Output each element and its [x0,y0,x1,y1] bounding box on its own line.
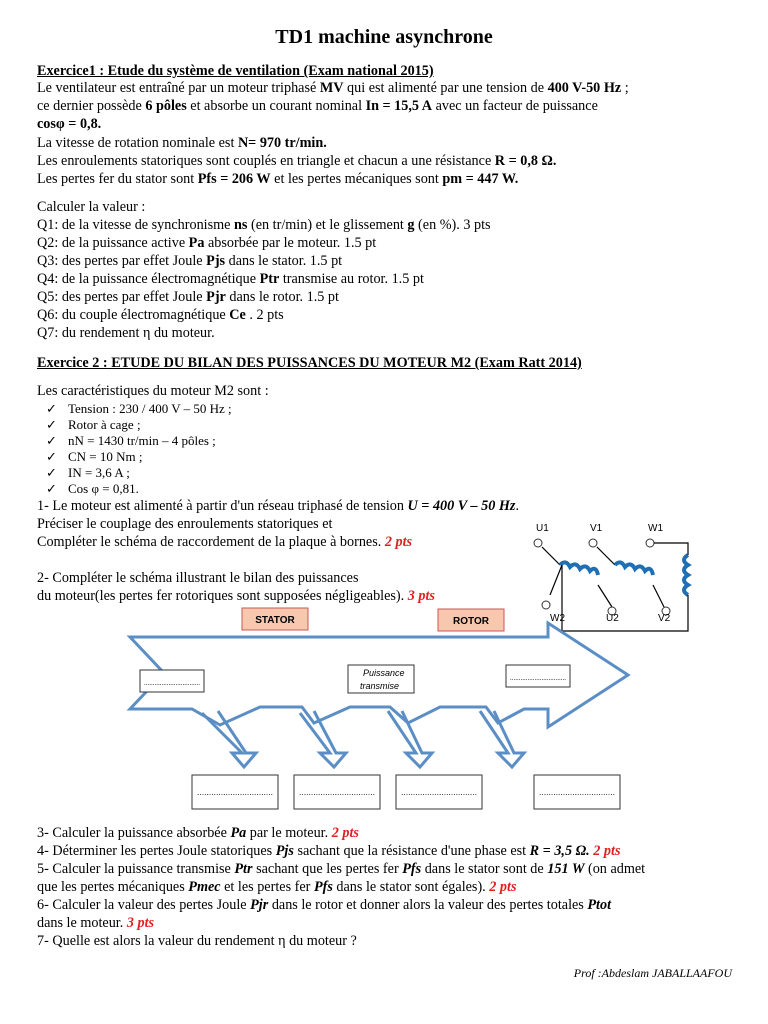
ex1-line6: Les pertes fer du stator sont Pfs = 206 W et les pertes mécaniques sont pm = 447 W. [37,171,519,187]
ex2-p5-line2: que les pertes mécaniques Pmec et les pertes fer Pfs dans le stator sont égales). 2 pts [37,879,517,895]
spec-item: ✓ Cos φ = 0,81. [46,481,139,496]
ex2-p2-line1: 2- Compléter le schéma illustrant le bilan des puissances [37,570,359,586]
ex2-p6-line1: 6- Calculer la valeur des pertes Joule Pjr dans le rotor et donner alors la valeur des pertes totales Ptot [37,897,612,913]
ex2-p2-line2: du moteur(les pertes fer rotoriques sont supposées négligeables). 3 pts [37,588,435,604]
ex1-line5: Les enroulements statoriques sont couplés en triangle et chacun a une résistance R = 0,8 Ω. [37,153,557,169]
ex1-intro: Calculer la valeur : [37,199,146,215]
spec-item: ✓ IN = 3,6 A ; [46,465,130,480]
terminal-label: U2 [606,613,619,624]
transmitted-power-label-2: transmise [360,681,400,691]
terminal-label: V2 [658,613,671,624]
ex1-line4: La vitesse de rotation nominale est N= 970 tr/min. [37,135,327,151]
question-q4: Q4: de la puissance électromagnétique Ptr transmise au rotor. 1.5 pt [37,271,424,287]
ex2-p4: 4- Déterminer les pertes Joule statoriques Pjs sachant que la résistance d'une phase est R = 3,5 Ω. 2 pts [37,843,621,859]
question-q5: Q5: des pertes par effet Joule Pjr dans le rotor. 1.5 pt [37,289,339,305]
question-q1: Q1: de la vitesse de synchronisme ns (en tr/min) et le glissement g (en %). 3 pts [37,217,491,233]
spec-item: ✓ nN = 1430 tr/min – 4 pôles ; [46,433,216,448]
question-q6: Q6: du couple électromagnétique Ce . 2 pts [37,307,284,323]
ex2-p1-line3: Compléter le schéma de raccordement de la plaque à bornes. 2 pts [37,534,413,550]
loss-arrow [388,711,432,767]
exercise2-heading: Exercice 2 : ETUDE DU BILAN DES PUISSANCES DU MOTEUR M2 (Exam Ratt 2014) [37,355,582,371]
loss-box-dots: ................................ [299,788,375,797]
ex2-p1-line2: Préciser le couplage des enroulements statoriques et [37,516,333,532]
loss-box-dots: ................................ [401,788,477,797]
ex2-p5-line1: 5- Calculer la puissance transmise Ptr sachant que les pertes fer Pfs dans le stator sont de 151 W (on admet [37,861,646,877]
ex1-line3: cosφ = 0,8. [37,116,102,132]
exercise1-heading: Exercice1 : Etude du système de ventilation (Exam national 2015) [37,63,434,79]
terminal-label: W2 [550,613,565,624]
ex2-p3: 3- Calculer la puissance absorbée Pa par le moteur. 2 pts [37,825,359,841]
useful-power-dots: ................................ [510,673,566,682]
rotor-label: ROTOR [453,616,489,627]
ex2-p6-line2: dans le moteur. 3 pts [37,915,155,931]
ex2-p1-line1: 1- Le moteur est alimenté à partir d'un réseau triphasé de tension U = 400 V – 50 Hz. [37,498,519,514]
spec-item: ✓ Rotor à cage ; [46,417,141,432]
page-title: TD1 machine asynchrone [275,26,493,48]
terminal-label: U1 [536,523,549,534]
transmitted-power-label-1: Puissance [363,668,405,678]
author-footer: Prof :Abdeslam JABALLAAFOU [573,966,732,980]
spec-item: ✓ CN = 10 Nm ; [46,449,143,464]
ex1-line2: ce dernier possède 6 pôles et absorbe un courant nominal In = 15,5 A avec un facteur de puissance [37,98,598,114]
power-balance-diagram [120,605,670,825]
loss-box-dots: ................................ [539,788,615,797]
question-q7: Q7: du rendement η du moteur. [37,325,215,341]
input-power-dots: ................................ [144,678,200,687]
question-q3: Q3: des pertes par effet Joule Pjs dans le stator. 1.5 pt [37,253,343,269]
question-q2: Q2: de la puissance active Pa absorbée par le moteur. 1.5 pt [37,235,377,251]
terminal-label: V1 [590,523,603,534]
ex2-p7: 7- Quelle est alors la valeur du rendement η du moteur ? [37,933,357,949]
terminal-label: W1 [648,523,663,534]
ex2-intro: Les caractéristiques du moteur M2 sont : [37,383,269,399]
stator-label: STATOR [255,615,295,626]
spec-item: ✓ Tension : 230 / 400 V – 50 Hz ; [46,401,232,416]
ex1-line1: Le ventilateur est entraîné par un moteur triphasé MV qui est alimenté par une tension de 400 V-50 Hz ; [37,80,629,96]
loss-box-dots: ................................ [197,788,273,797]
